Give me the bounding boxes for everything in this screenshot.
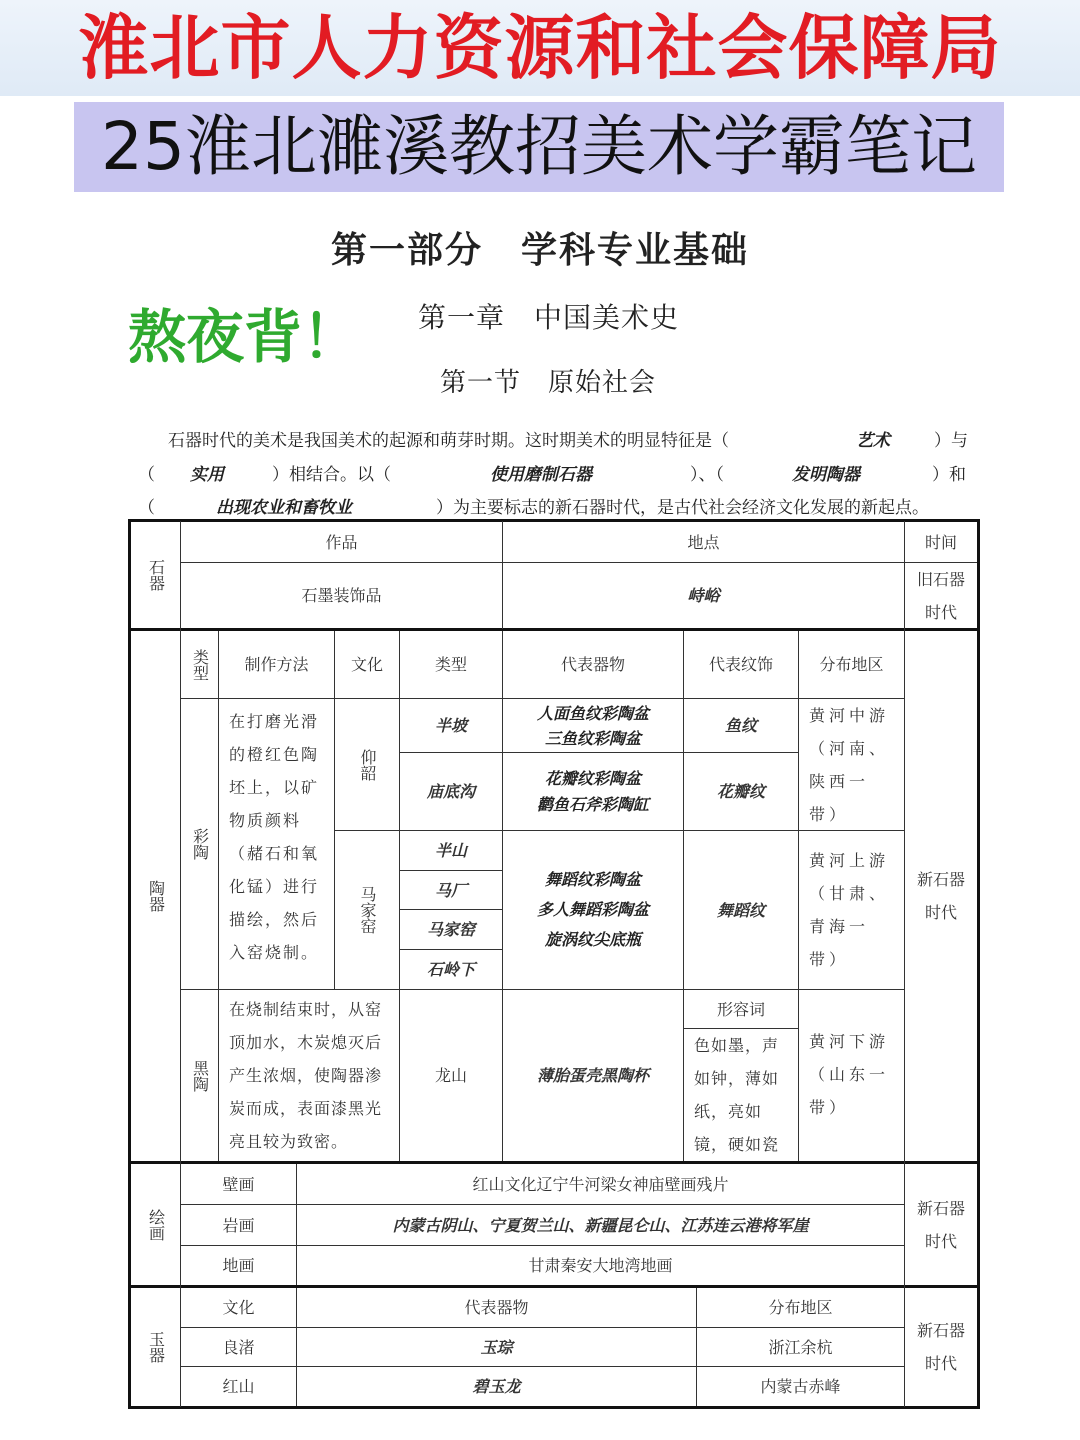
intro-line3-b: ）为主要标志的新石器时代，是古代社会经济文化发展的新起点。 <box>436 498 929 518</box>
jade-header-region: 分布地区 <box>768 1298 833 1317</box>
majiayao-pattern: 舞蹈纹 <box>716 900 765 920</box>
culture-longshan: 龙山 <box>434 1066 467 1085</box>
type-machang: 马厂 <box>434 880 467 900</box>
miaodigou-object-2: 鹳鱼石斧彩陶缸 <box>536 794 649 814</box>
miaodigou-objects <box>503 753 683 830</box>
category-pottery: 陶器 <box>146 880 166 912</box>
stone-time: 旧石器时代 <box>916 569 965 622</box>
majiayao-region: 黄河上游（甘肃、青海一带） <box>809 851 890 969</box>
type-banpo: 半坡 <box>434 716 467 735</box>
adjective-header: 形容词 <box>716 999 765 1019</box>
banpo-object-1: 人面鱼纹彩陶盆 <box>536 703 649 723</box>
banner-title: 淮北市人力资源和社会保障局 <box>78 7 1002 89</box>
category-jade: 玉器 <box>146 1331 166 1363</box>
stone-work: 石墨装饰品 <box>301 586 382 605</box>
painting-type-rock: 岩画 <box>222 1215 255 1235</box>
painting-mural: 红山文化辽宁牛河梁女神庙壁画残片 <box>472 1174 729 1194</box>
black-region: 黄河下游（山东一带） <box>809 1032 890 1117</box>
pottery-header-method: 制作方法 <box>244 655 309 674</box>
banpo-object-2: 三鱼纹彩陶盆 <box>544 728 641 748</box>
pottery-header-objects: 代表器物 <box>560 655 625 674</box>
chapter-title: 第一章 中国美术史 <box>418 301 680 334</box>
yangshao-region: 黄河中游（河南、陕西一带） <box>809 705 890 824</box>
pottery-header-pattern: 代表纹饰 <box>708 655 773 674</box>
type-miaodigou: 庙底沟 <box>426 782 475 801</box>
type-banshan: 半山 <box>434 841 467 860</box>
jade-region-yuhang: 浙江余杭 <box>768 1337 833 1357</box>
intro-line2-c: ）、（ <box>690 465 724 485</box>
intro-line2-b: ）相结合。以（ <box>272 465 391 485</box>
painting-type-mural: 壁画 <box>222 1174 255 1194</box>
painting-rock: 内蒙古阴山、宁夏贺兰山、新疆昆仑山、江苏连云港将军崖 <box>392 1215 809 1235</box>
jade-culture-liangzhu: 良渚 <box>222 1337 255 1357</box>
majiayao-object-2: 多人舞蹈彩陶盆 <box>536 900 649 919</box>
answer-art: 艺术 <box>856 431 890 451</box>
black-pottery-label: 黑陶 <box>190 1059 210 1092</box>
stone-header-time: 时间 <box>924 532 957 552</box>
section-title: 第一节 原始社会 <box>440 368 657 398</box>
answer-pottery: 发明陶器 <box>792 465 860 485</box>
answer-stone-tools: 使用磨制石器 <box>490 465 592 485</box>
jade-culture-hongshan: 红山 <box>222 1377 255 1396</box>
black-method: 在烧制结束时，从窑顶加水，木炭熄灭后产生浓烟，使陶器渗炭而成，表面漆黑光亮且较为致密。 <box>229 1000 383 1151</box>
painting-time: 新石器时代 <box>916 1198 965 1251</box>
stone-place: 峙峪 <box>687 586 720 605</box>
banpo-objects <box>503 699 683 752</box>
painting-ground: 甘肃秦安大地湾地画 <box>528 1256 673 1275</box>
category-stone: 石器 <box>146 559 166 591</box>
majiayao-object-1: 舞蹈纹彩陶盆 <box>544 870 641 889</box>
pottery-header-type: 类型 <box>190 648 210 681</box>
category-painting: 绘画 <box>146 1208 166 1241</box>
banpo-pattern: 鱼纹 <box>724 716 757 735</box>
jade-object-cong: 玉琮 <box>480 1337 513 1357</box>
intro-line1-end: ）与 <box>934 431 968 451</box>
answer-practical: 实用 <box>190 465 224 485</box>
majiayao-objects <box>503 831 683 989</box>
jade-object-dragon: 碧玉龙 <box>472 1377 521 1396</box>
slogan: 熬夜背！ <box>128 303 361 371</box>
painting-type-ground: 地画 <box>222 1256 255 1275</box>
intro-line1: 石器时代的美术是我国美术的起源和萌芽时期。这时期美术的明显特征是（ <box>168 431 729 451</box>
stone-header-work: 作品 <box>325 532 358 552</box>
culture-yangshao: 仰韶 <box>358 748 377 781</box>
culture-majiayao: 马家窑 <box>358 886 377 934</box>
jade-region-chifeng: 内蒙古赤峰 <box>760 1377 841 1396</box>
pottery-header-region: 分布地区 <box>819 655 884 674</box>
painted-pottery-label: 彩陶 <box>190 828 210 860</box>
painted-method: 在打磨光滑的橙红色陶坯上，以矿物质颜料（赭石和氧化锰）进行描绘，然后入窑烧制。 <box>229 712 320 962</box>
pottery-time: 新石器时代 <box>916 870 965 922</box>
black-object: 薄胎蛋壳黑陶杯 <box>536 1066 649 1085</box>
part-title: 第一部分 学科专业基础 <box>330 230 749 271</box>
jade-time: 新石器时代 <box>916 1321 965 1373</box>
table-border <box>128 1406 980 1409</box>
intro-line2-a: （ <box>138 465 155 485</box>
pottery-header-subtype: 类型 <box>434 655 467 674</box>
miaodigou-object-1: 花瓣纹彩陶盆 <box>544 768 641 788</box>
type-shilingxia: 石岭下 <box>426 960 475 979</box>
jade-header-object: 代表器物 <box>464 1298 529 1317</box>
table-border <box>977 519 980 1409</box>
pottery-header-culture: 文化 <box>350 655 383 674</box>
adjective-text: 色如墨，声如钟，薄如纸，亮如镜，硬如瓷 <box>694 1036 780 1154</box>
intro-line2-d: ）和 <box>932 465 966 485</box>
jade-header-culture: 文化 <box>222 1298 255 1317</box>
type-majiayao: 马家窑 <box>426 920 475 939</box>
majiayao-object-3: 旋涡纹尖底瓶 <box>544 930 641 949</box>
stone-header-place: 地点 <box>687 532 720 552</box>
intro-line3-a: （ <box>138 498 155 518</box>
answer-agriculture: 出现农业和畜牧业 <box>216 498 352 518</box>
miaodigou-pattern: 花瓣纹 <box>716 782 765 801</box>
subtitle: 25淮北濉溪教招美术学霸笔记 <box>101 108 977 185</box>
